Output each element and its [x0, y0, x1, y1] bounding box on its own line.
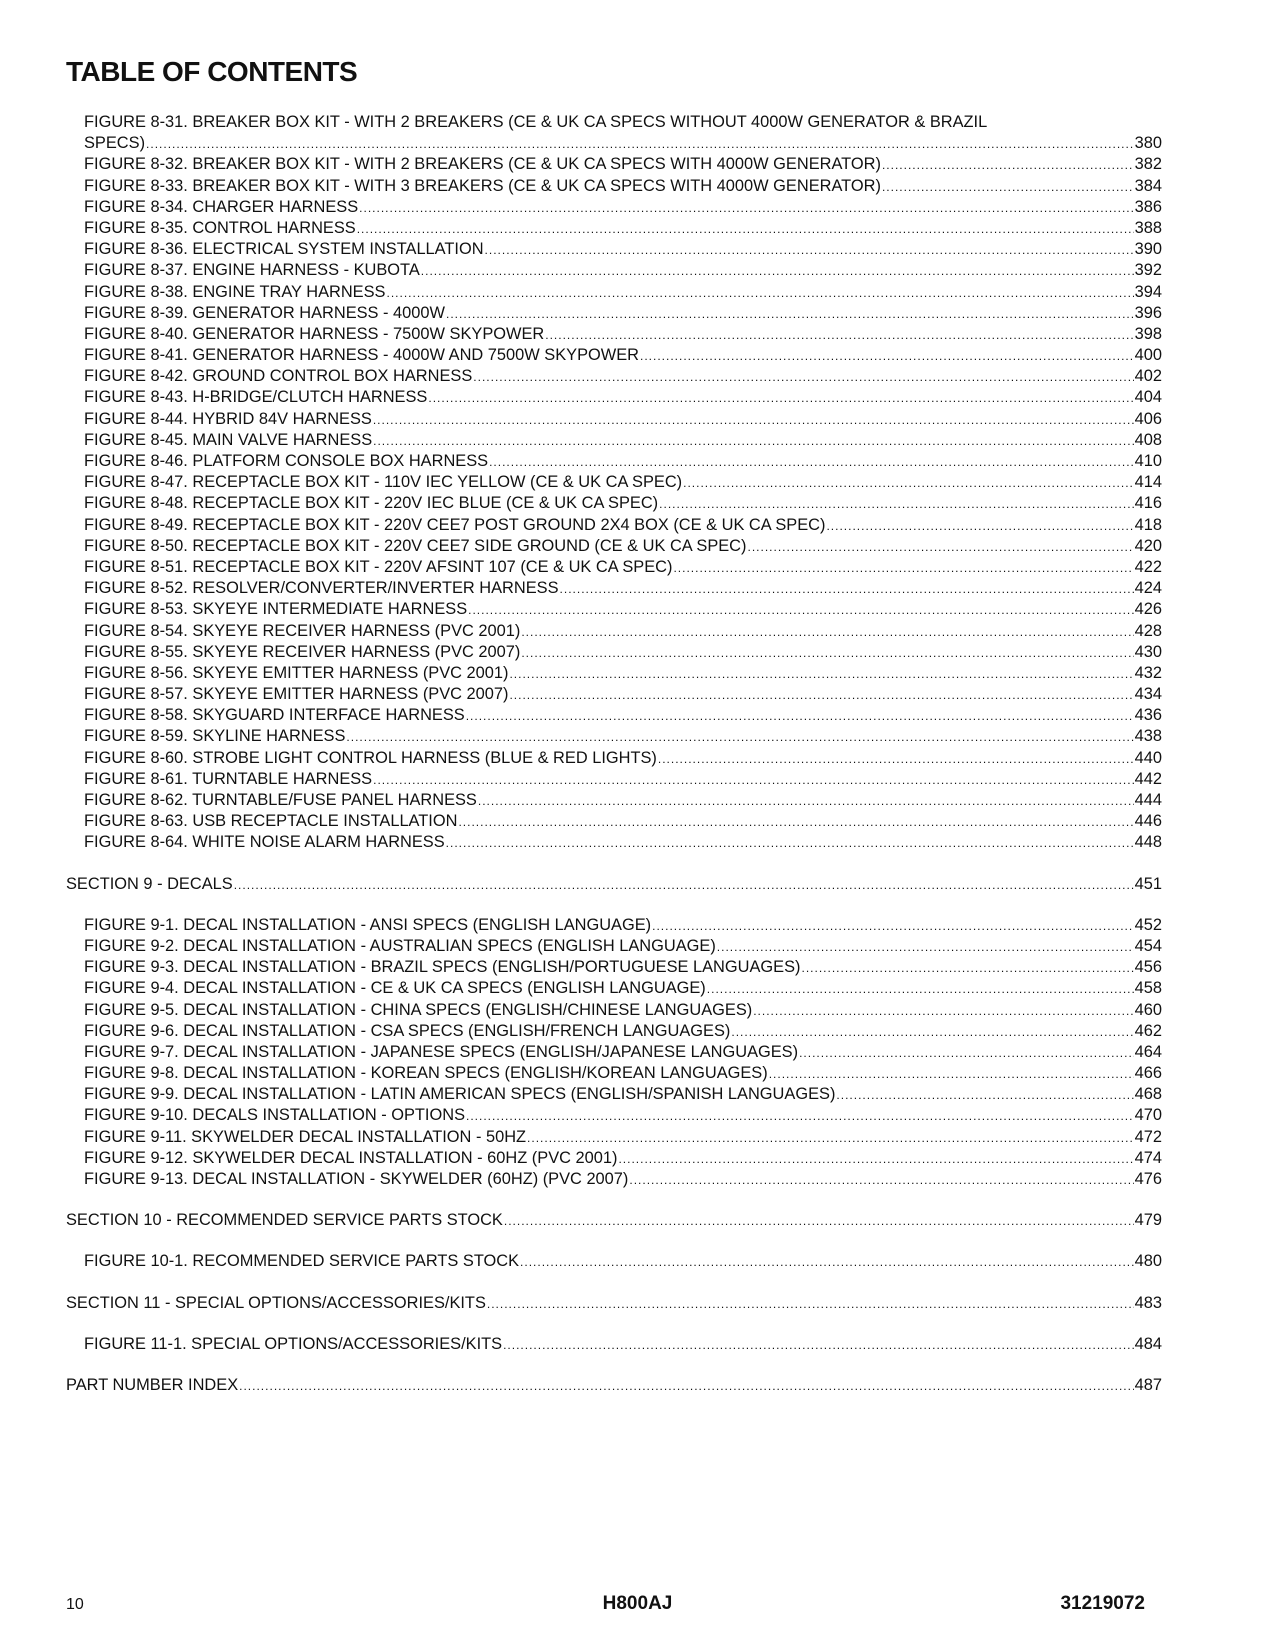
dot-leader	[509, 664, 1133, 685]
toc-figure-entry[interactable]	[84, 260, 1162, 281]
toc-entry-label: FIGURE 9-1. DECAL INSTALLATION - ANSI SPECS (ENGLISH LANGUAGE)	[84, 915, 652, 934]
dot-leader	[826, 516, 1133, 537]
page-title: TABLE OF CONTENTS	[66, 56, 358, 87]
toc-entry-label: FIGURE 8-52. RESOLVER/CONVERTER/INVERTER HARNESS	[84, 579, 559, 598]
toc-entry-page: 466	[1134, 1064, 1162, 1083]
dot-leader	[683, 473, 1134, 494]
dot-leader	[373, 431, 1134, 452]
toc-entry-label: FIGURE 8-40. GENERATOR HARNESS - 7500W SKYPOWER	[84, 324, 545, 343]
toc-entry-label: FIGURE 9-13. DECAL INSTALLATION - SKYWELDER (60HZ) (PVC 2007)	[84, 1170, 629, 1189]
toc-entry-label: FIGURE 8-46. PLATFORM CONSOLE BOX HARNESS	[84, 452, 489, 471]
toc-figure-entry[interactable]	[84, 663, 1162, 684]
toc-entry-label: FIGURE 8-61. TURNTABLE HARNESS	[84, 769, 373, 788]
toc-figure-entry[interactable]	[84, 1063, 1162, 1084]
toc-entry-page: 394	[1134, 282, 1162, 301]
toc-entry-label: FIGURE 9-10. DECALS INSTALLATION - OPTIONS	[84, 1106, 466, 1125]
dot-leader	[386, 283, 1133, 304]
toc-entry-page: 472	[1134, 1127, 1162, 1146]
toc-entry-label: FIGURE 8-38. ENGINE TRAY HARNESS	[84, 282, 386, 301]
dot-leader	[731, 1022, 1133, 1043]
toc-entry-page: 406	[1134, 409, 1162, 428]
toc-figure-entry[interactable]	[84, 324, 1162, 345]
toc-entry-label: FIGURE 9-5. DECAL INSTALLATION - CHINA SPECS (ENGLISH/CHINESE LANGUAGES)	[84, 1000, 753, 1019]
toc-entry-page: 454	[1134, 936, 1162, 955]
toc-entry-label: FIGURE 8-42. GROUND CONTROL BOX HARNESS	[84, 367, 473, 386]
toc-entry-page: 396	[1134, 303, 1162, 322]
toc-entry-label: FIGURE 8-33. BREAKER BOX KIT - WITH 3 BREAKERS (CE & UK CA SPECS WITH 4000W GENERATOR)	[84, 176, 881, 195]
dot-leader	[658, 749, 1134, 770]
dot-leader	[446, 304, 1134, 325]
toc-entry-page: 452	[1134, 915, 1162, 934]
toc-figure-entry[interactable]	[84, 282, 1162, 303]
dot-leader	[473, 367, 1133, 388]
toc-entry-page: 420	[1134, 536, 1162, 555]
dot-leader	[717, 937, 1134, 958]
toc-entry-page: 483	[1134, 1293, 1162, 1312]
footer-doc-number: 31219072	[1060, 1593, 1145, 1614]
dot-leader	[527, 1128, 1134, 1149]
dot-leader	[373, 410, 1134, 431]
table-of-contents	[0, 112, 1275, 1396]
toc-figure-entry[interactable]	[84, 366, 1162, 387]
dot-leader	[373, 770, 1134, 791]
toc-entry-page: 436	[1134, 706, 1162, 725]
toc-entry-page: 422	[1134, 557, 1162, 576]
toc-figure-entry[interactable]	[84, 578, 1162, 599]
dot-leader	[640, 346, 1134, 367]
toc-figure-entry[interactable]	[84, 1084, 1162, 1105]
toc-entry-label: FIGURE 9-2. DECAL INSTALLATION - AUSTRALIAN SPECS (ENGLISH LANGUAGE)	[84, 936, 716, 955]
toc-figure-entry[interactable]	[84, 536, 1162, 557]
toc-entry-label: FIGURE 8-47. RECEPTACLE BOX KIT - 110V IEC YELLOW (CE & UK CA SPEC)	[84, 473, 683, 492]
toc-figure-entry[interactable]	[84, 621, 1162, 642]
toc-entry-page: 426	[1134, 600, 1162, 619]
toc-entry-label: FIGURE 8-53. SKYEYE INTERMEDIATE HARNESS	[84, 600, 468, 619]
dot-leader	[446, 833, 1134, 854]
toc-figure-entry[interactable]	[84, 832, 1162, 853]
toc-entry-page: 487	[1134, 1375, 1162, 1394]
toc-section-entry[interactable]	[66, 1293, 1162, 1314]
toc-entry-page: 451	[1134, 874, 1162, 893]
toc-figure-entry[interactable]	[84, 345, 1162, 366]
dot-leader	[357, 219, 1134, 240]
toc-entry-label: SECTION 10 - RECOMMENDED SERVICE PARTS STOCK	[66, 1211, 503, 1230]
toc-entry-page: 404	[1134, 388, 1162, 407]
toc-figure-entry[interactable]	[84, 957, 1162, 978]
toc-figure-entry[interactable]	[84, 1127, 1162, 1148]
toc-figure-entry[interactable]	[84, 472, 1162, 493]
toc-entry-label: FIGURE 8-45. MAIN VALVE HARNESS	[84, 430, 373, 449]
toc-entry-label: FIGURE 9-7. DECAL INSTALLATION - JAPANESE SPECS (ENGLISH/JAPANESE LANGUAGES)	[84, 1042, 799, 1061]
toc-figure-entry[interactable]	[84, 811, 1162, 832]
toc-figure-entry[interactable]	[84, 978, 1162, 999]
toc-figure-entry[interactable]	[84, 557, 1162, 578]
toc-entry-label: FIGURE 8-34. CHARGER HARNESS	[84, 197, 359, 216]
toc-figure-entry[interactable]	[84, 705, 1162, 726]
dot-leader	[466, 1106, 1134, 1127]
toc-entry-label: FIGURE 8-48. RECEPTACLE BOX KIT - 220V IEC BLUE (CE & UK CA SPEC)	[84, 494, 659, 513]
toc-entry-page: 414	[1134, 473, 1162, 492]
toc-entry-page: 462	[1134, 1021, 1162, 1040]
toc-figure-entry[interactable]	[84, 154, 1162, 175]
dot-leader	[802, 958, 1134, 979]
dot-leader	[503, 1335, 1134, 1356]
toc-figure-entry[interactable]	[84, 218, 1162, 239]
toc-figure-entry[interactable]	[84, 1148, 1162, 1169]
toc-entry-label: FIGURE 8-41. GENERATOR HARNESS - 4000W AND 7500W SKYPOWER	[84, 346, 639, 365]
toc-entry-label: FIGURE 11-1. SPECIAL OPTIONS/ACCESSORIES/KITS	[84, 1334, 503, 1353]
dot-leader	[520, 1252, 1134, 1273]
toc-entry-label: FIGURE 8-64. WHITE NOISE ALARM HARNESS	[84, 833, 445, 852]
dot-leader	[468, 600, 1134, 621]
toc-entry-page: 390	[1134, 240, 1162, 259]
toc-entry-label: FIGURE 10-1. RECOMMENDED SERVICE PARTS STOCK	[84, 1252, 520, 1271]
toc-entry-page: 458	[1134, 979, 1162, 998]
toc-figure-entry[interactable]	[84, 493, 1162, 514]
toc-entry-label: FIGURE 8-55. SKYEYE RECEIVER HARNESS (PVC 2007)	[84, 642, 521, 661]
dot-leader	[882, 177, 1134, 198]
toc-entry-first[interactable]	[84, 133, 1162, 154]
dot-leader	[747, 537, 1133, 558]
toc-entry-label: SECTION 11 - SPECIAL OPTIONS/ACCESSORIES/KITS	[66, 1293, 486, 1312]
toc-entry-label: FIGURE 8-57. SKYEYE EMITTER HARNESS (PVC 2007)	[84, 685, 509, 704]
toc-entry-page: 398	[1134, 324, 1162, 343]
toc-entry-page: 440	[1134, 748, 1162, 767]
dot-leader	[509, 685, 1133, 706]
dot-leader	[659, 494, 1133, 515]
footer-model: H800AJ	[602, 1593, 673, 1614]
toc-figure-entry[interactable]	[84, 1251, 1162, 1272]
toc-figure-entry[interactable]	[84, 684, 1162, 705]
toc-entry-label: SECTION 9 - DECALS	[66, 874, 233, 893]
toc-entry-page: 392	[1134, 261, 1162, 280]
toc-entry-label: FIGURE 8-35. CONTROL HARNESS	[84, 218, 356, 237]
toc-entry-label: FIGURE 8-37. ENGINE HARNESS - KUBOTA	[84, 261, 420, 280]
toc-figure-entry[interactable]	[84, 726, 1162, 747]
toc-figure-entry[interactable]	[84, 176, 1162, 197]
dot-leader	[521, 643, 1133, 664]
toc-figure-entry[interactable]	[84, 430, 1162, 451]
toc-entry-page: 418	[1134, 515, 1162, 534]
toc-figure-entry[interactable]	[84, 1000, 1162, 1021]
dot-leader	[234, 875, 1134, 896]
toc-entry-label: FIGURE 8-63. USB RECEPTACLE INSTALLATION	[84, 812, 458, 831]
toc-figure-entry[interactable]	[84, 1105, 1162, 1126]
toc-entries	[0, 154, 1275, 1396]
dot-leader	[489, 452, 1134, 473]
toc-entry-page: 430	[1134, 642, 1162, 661]
toc-entry-page: 432	[1134, 663, 1162, 682]
toc-entry-label: FIGURE 9-8. DECAL INSTALLATION - KOREAN SPECS (ENGLISH/KOREAN LANGUAGES)	[84, 1064, 768, 1083]
toc-entry-label: FIGURE 8-43. H-BRIDGE/CLUTCH HARNESS	[84, 388, 428, 407]
toc-entry-page: 448	[1134, 833, 1162, 852]
toc-entry-label: FIGURE 9-12. SKYWELDER DECAL INSTALLATION - 60HZ (PVC 2001)	[84, 1148, 618, 1167]
toc-figure-entry[interactable]	[84, 642, 1162, 663]
toc-entry-page: 386	[1134, 197, 1162, 216]
toc-entry-label: SPECS)	[84, 134, 146, 153]
dot-leader	[428, 388, 1133, 409]
toc-entry-first-line[interactable]: FIGURE 8-31. BREAKER BOX KIT - WITH 2 BREAKERS (CE & UK CA SPECS WITHOUT 4000W GENERATOR & BRAZIL	[84, 113, 988, 131]
dot-leader	[673, 558, 1133, 579]
toc-entry-page: 384	[1134, 176, 1162, 195]
toc-entry-page: 460	[1134, 1000, 1162, 1019]
dot-leader	[485, 240, 1134, 261]
toc-entry-page: 470	[1134, 1106, 1162, 1125]
toc-entry-label: PART NUMBER INDEX	[66, 1375, 239, 1394]
toc-entry-page: 464	[1134, 1042, 1162, 1061]
dot-leader	[421, 261, 1134, 282]
dot-leader	[487, 1294, 1134, 1315]
toc-entry-page: 480	[1134, 1252, 1162, 1271]
toc-figure-entry[interactable]	[84, 451, 1162, 472]
toc-figure-entry[interactable]	[84, 239, 1162, 260]
toc-entry-label: FIGURE 8-50. RECEPTACLE BOX KIT - 220V CEE7 SIDE GROUND (CE & UK CA SPEC)	[84, 536, 747, 555]
toc-entry-page: 444	[1134, 791, 1162, 810]
dot-leader	[882, 155, 1134, 176]
toc-entry-label: FIGURE 9-4. DECAL INSTALLATION - CE & UK CA SPECS (ENGLISH LANGUAGE)	[84, 979, 706, 998]
toc-entry-label: FIGURE 8-36. ELECTRICAL SYSTEM INSTALLATION	[84, 240, 484, 259]
dot-leader	[478, 791, 1134, 812]
toc-entry-page: 388	[1134, 218, 1162, 237]
toc-section-entry[interactable]	[66, 1375, 1162, 1396]
dot-leader	[545, 325, 1133, 346]
toc-figure-entry[interactable]	[84, 936, 1162, 957]
dot-leader	[836, 1085, 1133, 1106]
dot-leader	[458, 812, 1133, 833]
toc-figure-entry[interactable]	[84, 303, 1162, 324]
toc-entry-label: FIGURE 8-62. TURNTABLE/FUSE PANEL HARNESS	[84, 791, 477, 810]
toc-entry-page: 410	[1134, 452, 1162, 471]
toc-figure-entry[interactable]	[84, 387, 1162, 408]
toc-entry-page: 474	[1134, 1148, 1162, 1167]
toc-entry-page: 400	[1134, 346, 1162, 365]
toc-entry-label: FIGURE 8-44. HYBRID 84V HARNESS	[84, 409, 372, 428]
toc-entry-page: 476	[1134, 1170, 1162, 1189]
toc-figure-entry[interactable]	[84, 1169, 1162, 1190]
toc-entry-label: FIGURE 8-49. RECEPTACLE BOX KIT - 220V CEE7 POST GROUND 2X4 BOX (CE & UK CA SPEC)	[84, 515, 826, 534]
dot-leader	[346, 727, 1133, 748]
toc-entry-label: FIGURE 9-3. DECAL INSTALLATION - BRAZIL SPECS (ENGLISH/PORTUGUESE LANGUAGES)	[84, 958, 801, 977]
toc-entry-label: FIGURE 8-32. BREAKER BOX KIT - WITH 2 BREAKERS (CE & UK CA SPECS WITH 4000W GENERATOR)	[84, 155, 881, 174]
toc-figure-entry[interactable]	[84, 197, 1162, 218]
dot-leader	[146, 134, 1134, 155]
dot-leader	[359, 198, 1133, 219]
toc-entry-label: FIGURE 8-58. SKYGUARD INTERFACE HARNESS	[84, 706, 465, 725]
toc-figure-entry[interactable]	[84, 915, 1162, 936]
toc-section-entry[interactable]	[66, 874, 1162, 895]
toc-entry-page: 442	[1134, 769, 1162, 788]
toc-figure-entry[interactable]	[84, 599, 1162, 620]
toc-figure-entry[interactable]	[84, 1021, 1162, 1042]
dot-leader	[466, 706, 1134, 727]
toc-entry-page: 456	[1134, 958, 1162, 977]
toc-entry-page: 382	[1134, 155, 1162, 174]
toc-figure-entry[interactable]	[84, 1042, 1162, 1063]
footer-page-number: 10	[66, 1596, 84, 1613]
toc-entry-label: FIGURE 9-11. SKYWELDER DECAL INSTALLATION - 50HZ	[84, 1127, 527, 1146]
toc-entry-label: FIGURE 9-6. DECAL INSTALLATION - CSA SPECS (ENGLISH/FRENCH LANGUAGES)	[84, 1021, 731, 1040]
toc-entry-page: 446	[1134, 812, 1162, 831]
toc-section-entry[interactable]	[66, 1210, 1162, 1231]
toc-figure-entry[interactable]	[84, 769, 1162, 790]
toc-entry-page: 424	[1134, 579, 1162, 598]
dot-leader	[521, 622, 1133, 643]
toc-entry-label: FIGURE 8-56. SKYEYE EMITTER HARNESS (PVC 2001)	[84, 663, 509, 682]
toc-entry-label: FIGURE 8-51. RECEPTACLE BOX KIT - 220V AFSINT 107 (CE & UK CA SPEC)	[84, 557, 673, 576]
toc-entry-page: 479	[1134, 1211, 1162, 1230]
toc-entry-page: 438	[1134, 727, 1162, 746]
toc-entry-page: 468	[1134, 1085, 1162, 1104]
toc-entry-page: 402	[1134, 367, 1162, 386]
dot-leader	[707, 979, 1134, 1000]
toc-figure-entry[interactable]	[84, 790, 1162, 811]
dot-leader	[799, 1043, 1134, 1064]
toc-entry-label: FIGURE 9-9. DECAL INSTALLATION - LATIN AMERICAN SPECS (ENGLISH/SPANISH LANGUAGES)	[84, 1085, 836, 1104]
toc-entry-label: FIGURE 8-60. STROBE LIGHT CONTROL HARNESS (BLUE & RED LIGHTS)	[84, 748, 657, 767]
toc-entry-page: 416	[1134, 494, 1162, 513]
toc-entry-page: 484	[1134, 1334, 1162, 1353]
dot-leader	[239, 1376, 1134, 1397]
toc-entry-label: FIGURE 8-59. SKYLINE HARNESS	[84, 727, 346, 746]
toc-figure-entry[interactable]	[84, 515, 1162, 536]
toc-entry-page: 408	[1134, 430, 1162, 449]
dot-leader	[652, 916, 1134, 937]
toc-entry-page: 428	[1134, 621, 1162, 640]
toc-entry-label: FIGURE 8-39. GENERATOR HARNESS - 4000W	[84, 303, 445, 322]
dot-leader	[629, 1170, 1133, 1191]
dot-leader	[769, 1064, 1134, 1085]
toc-entry-page: 434	[1134, 685, 1162, 704]
dot-leader	[618, 1149, 1133, 1170]
dot-leader	[753, 1001, 1133, 1022]
toc-entry-page: 380	[1134, 134, 1162, 153]
dot-leader	[504, 1211, 1134, 1232]
toc-figure-entry[interactable]	[84, 748, 1162, 769]
toc-figure-entry[interactable]	[84, 1334, 1162, 1355]
toc-entry-label: FIGURE 8-54. SKYEYE RECEIVER HARNESS (PVC 2001)	[84, 621, 521, 640]
dot-leader	[560, 579, 1134, 600]
toc-figure-entry[interactable]	[84, 409, 1162, 430]
